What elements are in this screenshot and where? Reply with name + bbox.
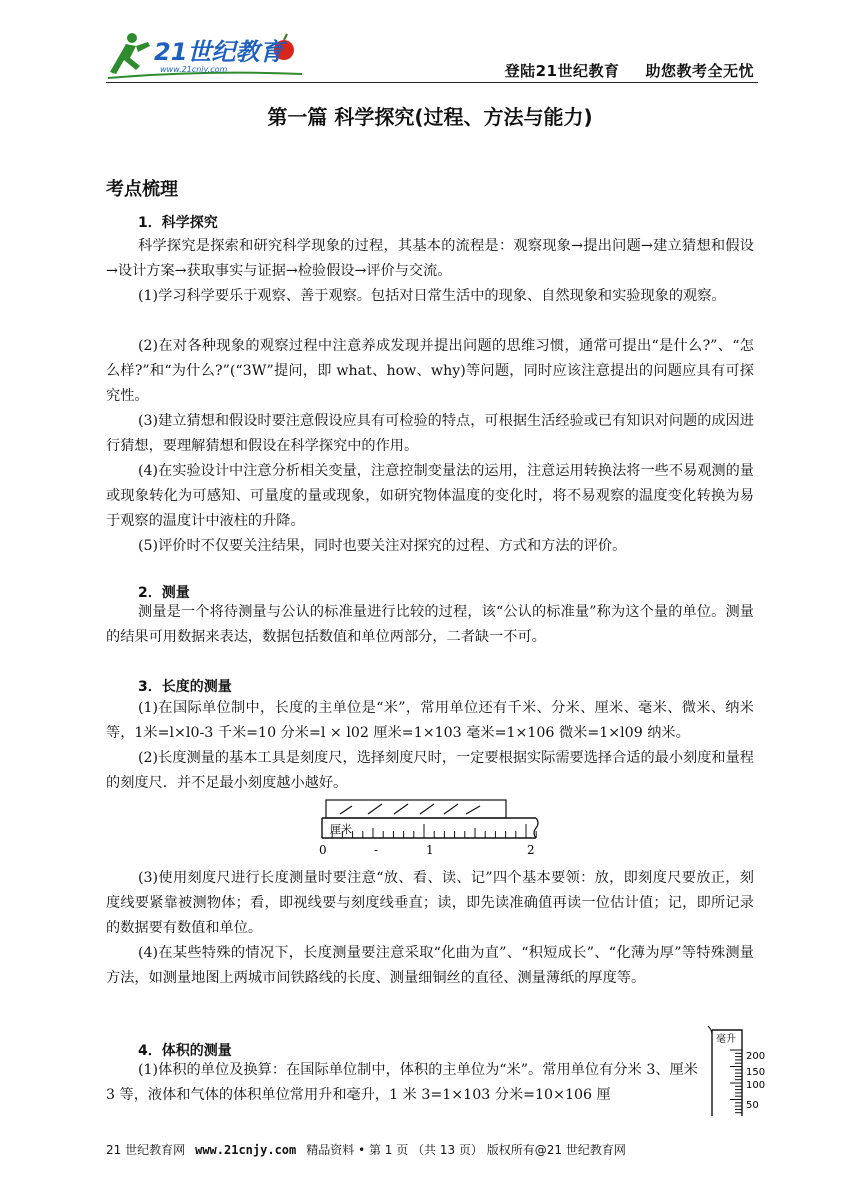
paragraph: (5)评价时不仅要关注结果，同时也要关注对探究的过程、方式和方法的评价。 [138, 538, 627, 554]
ruler-unit-label: 厘米 [330, 823, 352, 836]
ruler-label-0: 0 [319, 843, 327, 857]
cylinder-label-150: 150 [746, 1067, 766, 1078]
ruler-label-1: 1 [426, 843, 434, 857]
paragraph: (2)长度测量的基本工具是刻度尺，选择刻度尺时，一定要根据实际需要选择合适的最小刻度和量程的刻度尺．并不足最小刻度越小越好。 [106, 750, 754, 791]
section-heading: 考点梳理 [106, 179, 178, 200]
footer-site-name: 21 世纪教育网 [106, 1143, 186, 1157]
graduated-cylinder-figure [706, 1024, 774, 1116]
cylinder-unit-label: 毫升 [716, 1034, 736, 1045]
paragraph: 测量是一个将待测量与公认的标准量进行比较的过程，该“公认的标准量”称为这个量的单位。测量的结果可用数据来表达，数据包括数值和单位两部分，二者缺一不可。 [106, 604, 754, 645]
slogan-motto: 助您教考全无忧 [645, 62, 754, 80]
svg-text:21世纪教育: 21世纪教育 [154, 38, 284, 66]
slogan-login: 登陆21世纪教育 [504, 62, 620, 80]
paragraph: (4)在实验设计中注意分析相关变量，注意控制变量法的运用，注意运用转换法将一些不易观测的量或现象转化为可感知、可量度的量或现象，如研究物体温度的变化时，将不易观察的温度变化转换为易于观察的温度计中液柱的升降。 [106, 463, 754, 529]
header-slogan [505, 60, 754, 81]
footer-page-info: 精品资料 • 第 1 页 （共 13 页） 版权所有@21 世纪教育网 [306, 1143, 626, 1157]
page-header [106, 30, 758, 84]
site-logo [106, 30, 306, 82]
page-title: 第一篇 科学探究(过程、方法与能力) [267, 105, 593, 129]
ruler-figure [316, 798, 548, 860]
paragraph: 科学探究是探索和研究科学现象的过程，其基本的流程是：观察现象→提出问题→建立猜想和假设→设计方案→获取事实与证据→检验假设→评价与交流。 [106, 238, 754, 279]
paragraph: (3)建立猜想和假设时要注意假设应具有可检验的特点，可根据生活经验或已有知识对问题的成因进行猜想，要理解猜想和假设在科学探究中的作用。 [106, 413, 754, 454]
paragraph: (1)在国际单位制中，长度的主单位是“米”，常用单位还有千米、分米、厘米、毫米、微米、纳米等，1米=l×l0-3 千米=10 分米=l × l02 厘米=1×103 毫米=1×106 微米=1×l09 纳米。 [106, 700, 754, 741]
subheading-measurement: 2．测量 [138, 585, 190, 601]
subheading-science-inquiry: 1．科学探究 [138, 215, 218, 231]
paragraph: (1)学习科学要乐于观察、善于观察。包括对日常生活中的现象、自然现象和实验现象的观察。 [138, 288, 726, 304]
subheading-volume-measurement: 4．体积的测量 [138, 1043, 232, 1059]
svg-text:-: - [374, 843, 379, 857]
cylinder-label-50: 50 [746, 1100, 759, 1111]
cylinder-label-200: 200 [746, 1051, 766, 1062]
header-divider [106, 82, 758, 83]
paragraph: (1)体积的单位及换算：在国际单位制中，体积的主单位为“米”。常用单位有分米 3、厘米 3 等，液体和气体的体积单位常用升和毫升，1 米 3=1×103 分米=10×106 厘 [106, 1062, 698, 1103]
cylinder-label-100: 100 [746, 1080, 766, 1091]
ruler-label-2: 2 [527, 843, 535, 857]
paragraph: (3)使用刻度尺进行长度测量时要注意“放、看、读、记”四个基本要领：放，即刻度尺要放正，刻度线要紧靠被测物体；看，即视线要与刻度线垂直；读，即先读准确值再读一位估计值；记，即所记录的数据要有数值和单位。 [106, 870, 754, 936]
paragraph: (4)在某些特殊的情况下，长度测量要注意采取“化曲为直”、“积短成长”、“化薄为厚”等特殊测量方法，如测量地图上两城市间铁路线的长度、测量细铜丝的直径、测量薄纸的厚度等。 [106, 945, 754, 986]
paragraph: (2)在对各种现象的观察过程中注意养成发现并提出问题的思维习惯，通常可提出“是什么?”、“怎么样?”和“为什么?”(“3W”提问，即 what、how、why)等问题，同时应该注意提出的问题应具有可探究性。 [106, 338, 754, 404]
subheading-length-measurement: 3．长度的测量 [138, 679, 232, 695]
page-footer [106, 1141, 756, 1158]
svg-text:www.21cnjy.com: www.21cnjy.com [160, 65, 228, 74]
footer-site-url[interactable]: www.21cnjy.com [195, 1143, 297, 1157]
